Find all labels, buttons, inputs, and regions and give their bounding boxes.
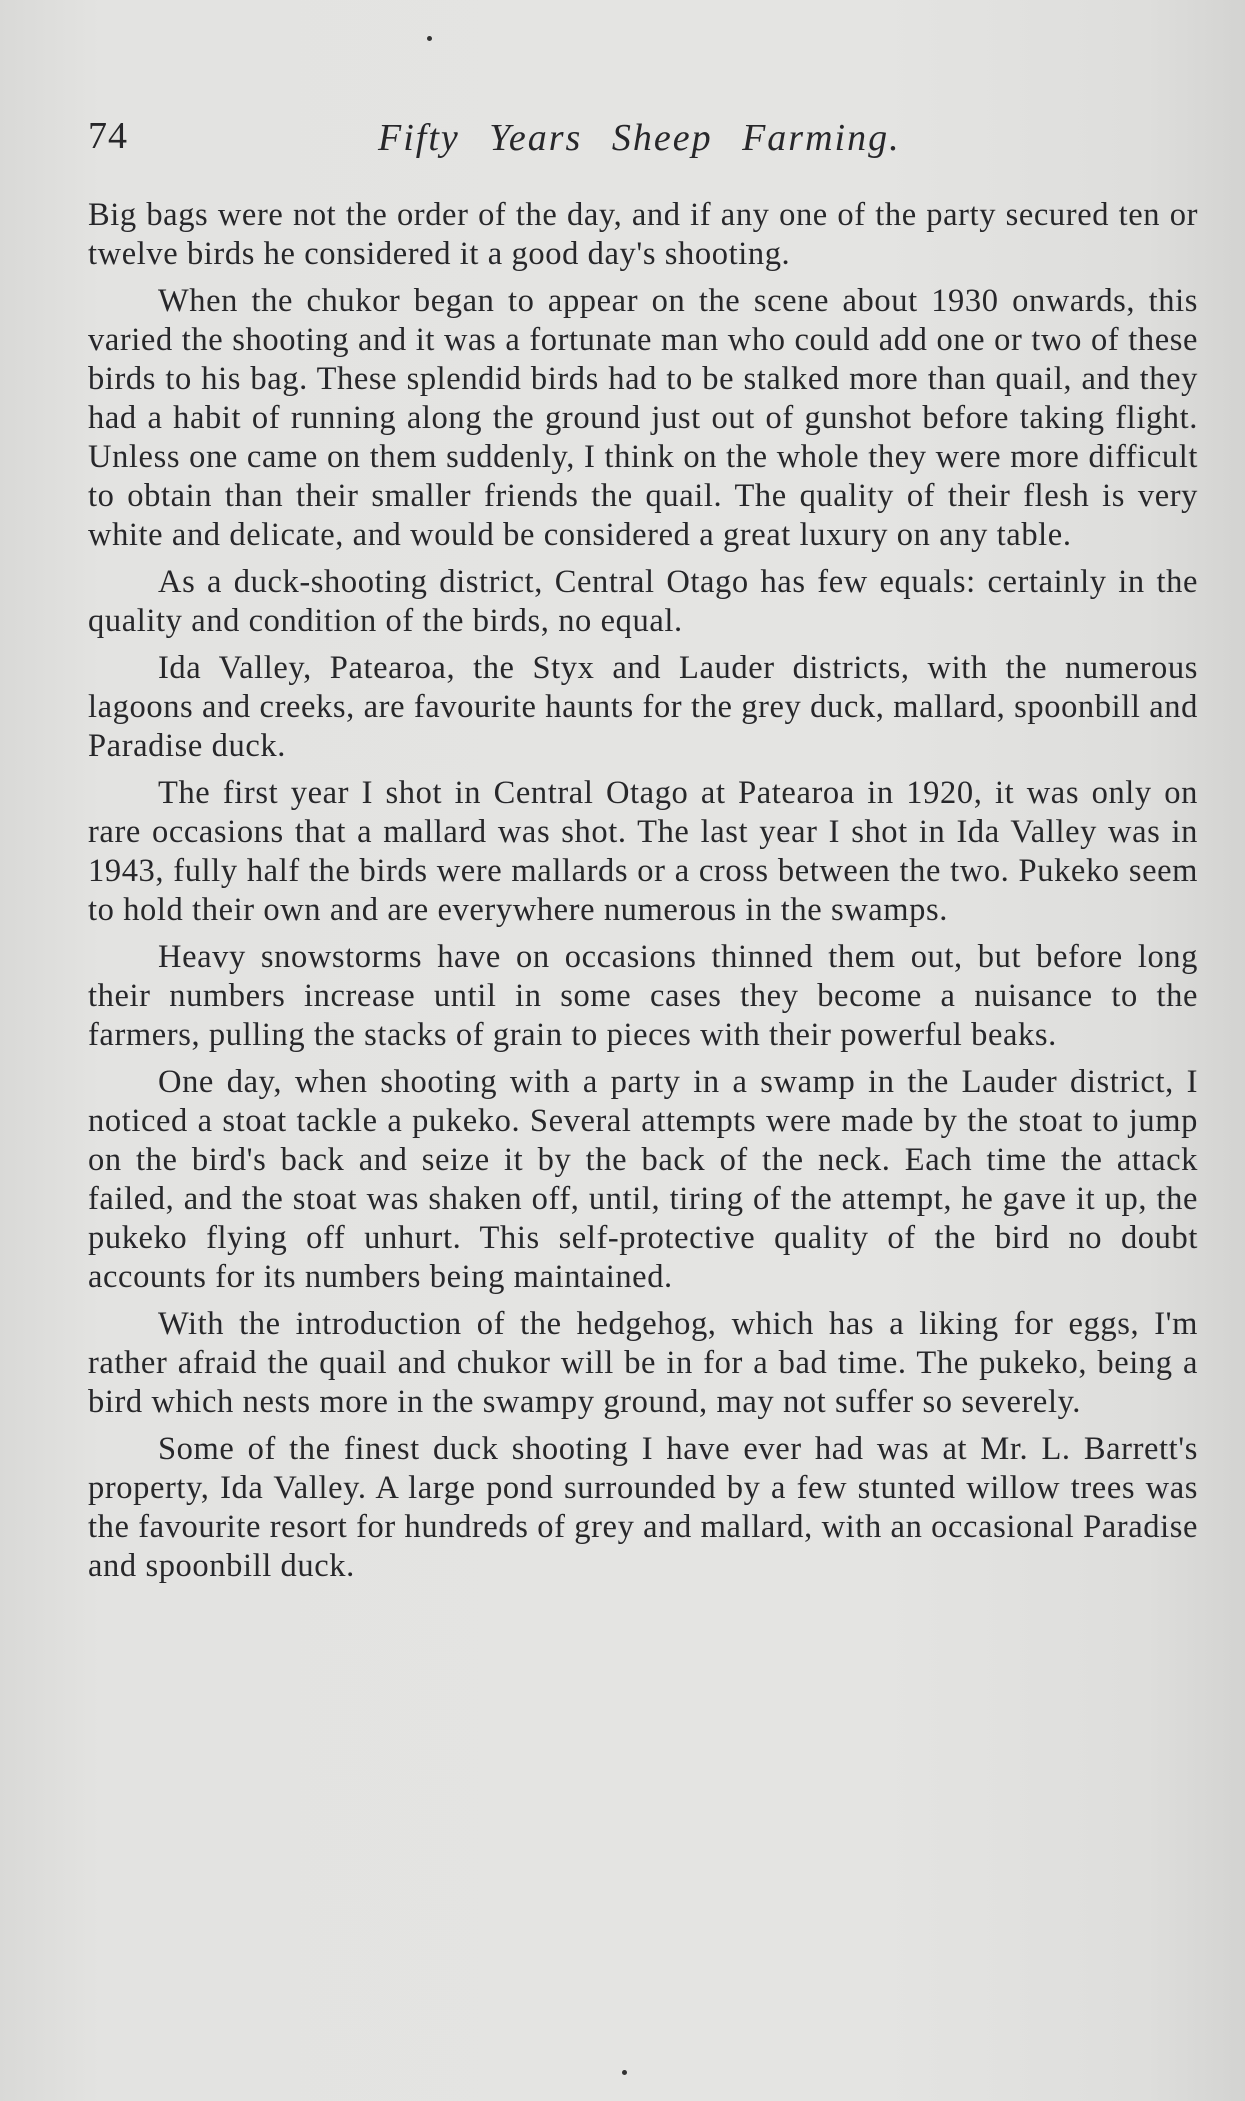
paragraph-3: As a duck-shooting district, Central Otago has few equals: certainly in the quality and condition of the birds, no equal.	[88, 564, 1198, 639]
page-number: 74	[88, 115, 128, 157]
paragraph-2: When the chukor began to appear on the scene about 1930 onwards, this varied the shooting and it was a fortunate man who could add one or two of these birds to his bag. These splendid birds had to be stalked more than quail, and they had a habit of running along the ground just out of gunshot before taking flight. Unless one came on them suddenly, I think on the whole they were more difficult to obtain than their smaller friends the quail. The quality of their flesh is very white and delicate, and would be considered a great luxury on any table.	[88, 283, 1198, 553]
paragraph-6: Heavy snowstorms have on occasions thinned them out, but before long their numbers increase until in some cases they become a nuisance to the farmers, pulling the stacks of grain to pieces with their powerful beaks.	[88, 939, 1198, 1053]
page-header	[88, 106, 1208, 166]
body-text	[88, 196, 1198, 1594]
page-speck	[622, 2070, 627, 2075]
page-speck	[427, 36, 432, 41]
paragraph-5: The first year I shot in Central Otago at Patearoa in 1920, it was only on rare occasions that a mallard was shot. The last year I shot in Ida Valley was in 1943, fully half the birds were mallards or a cross between the two. Pukeko seem to hold their own and are everywhere numerous in the swamps.	[88, 775, 1198, 928]
paragraph-4: Ida Valley, Patearoa, the Styx and Lauder districts, with the numerous lagoons and creeks, are favourite haunts for the grey duck, mallard, spoonbill and Paradise duck.	[88, 650, 1198, 764]
paragraph-7: One day, when shooting with a party in a swamp in the Lauder district, I noticed a stoat tackle a pukeko. Several attempts were made by the stoat to jump on the bird's back and seize it by the back of the neck. Each time the attack failed, and the stoat was shaken off, until, tiring of the attempt, he gave it up, the pukeko flying off unhurt. This self-protective quality of the bird no doubt accounts for its numbers being maintained.	[88, 1064, 1198, 1295]
running-title: Fifty Years Sheep Farming.	[378, 117, 901, 159]
paragraph-1: Big bags were not the order of the day, and if any one of the party secured ten or twelve birds he considered it a good day's shooting.	[88, 197, 1198, 272]
paragraph-8: With the introduction of the hedgehog, which has a liking for eggs, I'm rather afraid the quail and chukor will be in for a bad time. The pukeko, being a bird which nests more in the swampy ground, may not suffer so severely.	[88, 1306, 1198, 1420]
paragraph-9: Some of the finest duck shooting I have ever had was at Mr. L. Barrett's property, Ida Valley. A large pond surrounded by a few stunted willow trees was the favourite resort for hundreds of grey and mallard, with an occasional Paradise and spoonbill duck.	[88, 1431, 1198, 1584]
